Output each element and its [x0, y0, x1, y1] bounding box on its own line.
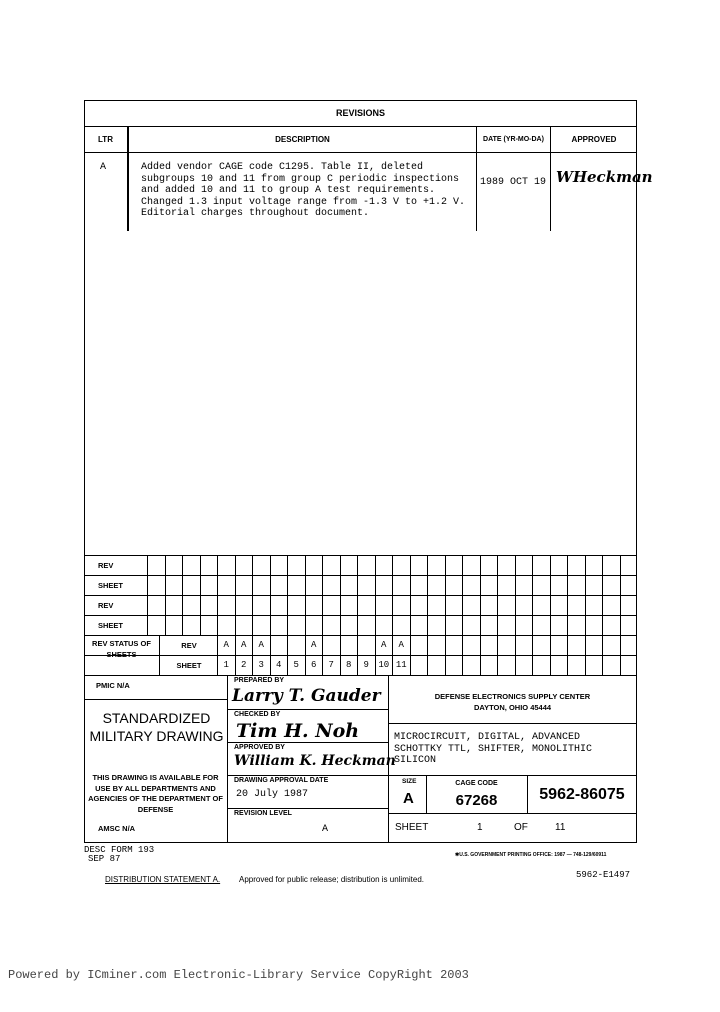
grid-cell [445, 615, 463, 635]
grid-cell [270, 575, 288, 595]
revision-date: 1989 OCT 19 [480, 177, 547, 188]
grid-cell [392, 575, 410, 595]
rev-status-cell [410, 635, 428, 655]
grid-cell [445, 575, 463, 595]
grid-cell [410, 595, 428, 615]
grid-cell [235, 595, 253, 615]
grid-cell [375, 615, 393, 635]
rev-status-cell: A [305, 635, 323, 655]
divider [388, 813, 637, 814]
grid-cell [427, 595, 445, 615]
grid-cell [200, 555, 218, 575]
grid-cell [305, 615, 323, 635]
grid-cell [375, 555, 393, 575]
sheet-number-cell: 9 [357, 655, 375, 675]
grid-cell [515, 595, 533, 615]
grid-cell [585, 575, 603, 595]
rev-status-cell [287, 635, 305, 655]
sheet-number-cell: 10 [375, 655, 393, 675]
grid-cell [480, 595, 498, 615]
revision-description: Added vendor CAGE code C1295. Table II, deleted subgroups 10 and 11 from group C periodic inspections and added 10 and 11 to group A test requirements. Changed 1.3 input voltage range from -1.3 V to +1.2 V. Editorial charges throughout document. [141, 162, 466, 219]
grid-cell [270, 555, 288, 575]
rev-status-cell [340, 635, 358, 655]
grid-cell [165, 615, 183, 635]
sheet-number-cell [497, 655, 515, 675]
rev-status-cell [462, 635, 480, 655]
approval-date-label: DRAWING APPROVAL DATE [234, 777, 329, 784]
sheet-number-cell: 2 [235, 655, 253, 675]
grid-cell [585, 595, 603, 615]
grid-cell [620, 595, 638, 615]
grid-cell [182, 555, 200, 575]
grid-cell [550, 575, 568, 595]
grid-cell [270, 615, 288, 635]
grid-cell [602, 615, 620, 635]
grid-cell [410, 615, 428, 635]
grid-cell [532, 555, 550, 575]
grid-cell [165, 575, 183, 595]
divider [227, 775, 388, 776]
grid-cell [252, 575, 270, 595]
grid-cell [147, 615, 165, 635]
size-value: A [403, 790, 414, 807]
approver-signature: WHeckman [556, 168, 653, 186]
grid-cell [427, 615, 445, 635]
revision-level-label: REVISION LEVEL [234, 810, 292, 817]
grid-cell [287, 555, 305, 575]
grid-cell [357, 575, 375, 595]
grid-cell [585, 555, 603, 575]
grid-cell [462, 555, 480, 575]
grid-cell [375, 595, 393, 615]
prepared-by-signature: Larry T. Gauder [232, 686, 381, 706]
column-divider [550, 153, 551, 231]
sheet-label: SHEET [395, 822, 429, 833]
rev-status-cell [445, 635, 463, 655]
grid-cell [340, 575, 358, 595]
prepared-by-label: PREPARED BY [234, 677, 285, 684]
grid-cell [322, 575, 340, 595]
divider [227, 808, 388, 809]
pmic-label: PMIC N/A [96, 681, 130, 690]
sheet-number-cell [567, 655, 585, 675]
grid-cell [445, 595, 463, 615]
grid-cell [392, 615, 410, 635]
grid-row-label: SHEET [98, 621, 124, 630]
rev-row-label: REV [181, 641, 197, 650]
grid-cell [252, 595, 270, 615]
grid-row-label: REV [98, 601, 114, 610]
grid-cell [305, 575, 323, 595]
grid-cell [217, 615, 235, 635]
rev-status-cell [480, 635, 498, 655]
sheet-number-cell [602, 655, 620, 675]
grid-cell [252, 555, 270, 575]
sheet-number-cell [515, 655, 533, 675]
grid-cell [235, 575, 253, 595]
grid-cell [182, 595, 200, 615]
grid-cell [392, 555, 410, 575]
grid-cell [497, 575, 515, 595]
grid-cell [287, 575, 305, 595]
grid-cell [480, 575, 498, 595]
grid-cell [532, 575, 550, 595]
rev-status-cell [532, 635, 550, 655]
amsc-label: AMSC N/A [98, 824, 136, 833]
grid-cell [602, 555, 620, 575]
date-header: DATE (YR-MO-DA) [476, 127, 550, 153]
sheet-number-cell [445, 655, 463, 675]
grid-cell [217, 595, 235, 615]
grid-cell [235, 555, 253, 575]
rev-status-cell [357, 635, 375, 655]
form-number: DESC FORM 193 [84, 845, 155, 855]
grid-cell [340, 555, 358, 575]
sheet-number-cell: 4 [270, 655, 288, 675]
rev-status-cell [550, 635, 568, 655]
sheet-number: 1 [477, 822, 483, 833]
divider [388, 723, 637, 724]
description-header: DESCRIPTION [127, 127, 476, 153]
sheet-number-cell [585, 655, 603, 675]
sheet-number-cell: 6 [305, 655, 323, 675]
grid-cell [427, 575, 445, 595]
total-sheets: 11 [555, 822, 566, 833]
grid-row-label: REV [98, 561, 114, 570]
grid-cell [480, 555, 498, 575]
grid-cell [357, 555, 375, 575]
sheet-row-label: SHEET [176, 661, 202, 670]
grid-cell [532, 615, 550, 635]
grid-cell [427, 555, 445, 575]
grid-cell [445, 555, 463, 575]
grid-cell [357, 595, 375, 615]
of-label: OF [514, 822, 528, 833]
grid-cell [147, 555, 165, 575]
size-label: SIZE [402, 778, 417, 785]
grid-cell [585, 615, 603, 635]
sheet-number-cell: 1 [217, 655, 235, 675]
standardized-military-drawing-title: STANDARDIZED MILITARY DRAWING [89, 710, 224, 744]
grid-cell [322, 595, 340, 615]
grid-cell [567, 575, 585, 595]
cage-code-label: CAGE CODE [455, 780, 498, 787]
availability-note: THIS DRAWING IS AVAILABLE FOR USE BY ALL DEPARTMENTS AND AGENCIES OF THE DEPARTMENT OF DEFENSE [88, 773, 223, 814]
grid-cell [550, 615, 568, 635]
grid-cell [200, 615, 218, 635]
sheet-number-cell: 11 [392, 655, 410, 675]
sheet-number-cell [620, 655, 638, 675]
grid-cell [270, 595, 288, 615]
distribution-label: DISTRIBUTION STATEMENT A. [105, 875, 221, 884]
grid-cell [410, 555, 428, 575]
grid-cell [322, 555, 340, 575]
grid-cell [217, 575, 235, 595]
rev-status-cell [270, 635, 288, 655]
rev-status-cell [585, 635, 603, 655]
sheet-number-cell [550, 655, 568, 675]
grid-cell [375, 575, 393, 595]
grid-cell [340, 595, 358, 615]
rev-status-cell: A [392, 635, 410, 655]
grid-cell [462, 595, 480, 615]
grid-cell [165, 595, 183, 615]
divider [227, 709, 388, 710]
grid-cell [165, 555, 183, 575]
grid-cell [462, 615, 480, 635]
grid-cell [200, 595, 218, 615]
agency-address: DAYTON, OHIO 45444 [473, 703, 552, 712]
rev-status-cell [567, 635, 585, 655]
rev-status-cell [515, 635, 533, 655]
divider [227, 675, 228, 843]
grid-cell [217, 555, 235, 575]
grid-cell [182, 615, 200, 635]
rev-status-cell [427, 635, 445, 655]
sheet-number-cell: 7 [322, 655, 340, 675]
grid-cell [305, 555, 323, 575]
rev-status-cell [497, 635, 515, 655]
grid-cell [147, 595, 165, 615]
grid-cell [532, 595, 550, 615]
powered-by-watermark: Powered by ICminer.com Electronic-Library Service CopyRight 2003 [8, 968, 469, 982]
distribution-text: Approved for public release; distribution is unlimited. [239, 875, 424, 884]
form-date: SEP 87 [88, 854, 121, 864]
drawing-number: 5962-86075 [539, 786, 625, 803]
ltr-header: LTR [84, 127, 127, 153]
sheet-number-cell [532, 655, 550, 675]
sheet-number-cell [410, 655, 428, 675]
sheet-number-cell: 8 [340, 655, 358, 675]
sheet-number-cell [462, 655, 480, 675]
rev-status-cell [322, 635, 340, 655]
gpo-notice: ✱U.S. GOVERNMENT PRINTING OFFICE: 1987 — 748-129/60911 [455, 852, 607, 858]
column-divider [476, 153, 477, 231]
divider [227, 742, 388, 743]
grid-cell [340, 615, 358, 635]
approved-by-label: APPROVED BY [234, 744, 285, 751]
grid-cell [410, 575, 428, 595]
grid-cell [497, 595, 515, 615]
grid-cell [497, 555, 515, 575]
rev-status-cell [602, 635, 620, 655]
grid-cell [287, 615, 305, 635]
grid-cell [357, 615, 375, 635]
document-code: 5962-E1497 [576, 870, 631, 880]
approved-header: APPROVED [550, 127, 637, 153]
rev-status-label: REV STATUS OF SHEETS [92, 639, 151, 659]
approval-date: 20 July 1987 [236, 789, 309, 800]
grid-cell [620, 555, 638, 575]
column-divider [127, 153, 129, 231]
approved-by-signature: William K. Heckman [234, 753, 396, 769]
grid-cell [567, 555, 585, 575]
revision-letter: A [100, 162, 107, 173]
checked-by-label: CHECKED BY [234, 711, 281, 718]
grid-cell [392, 595, 410, 615]
rev-status-cell: A [217, 635, 235, 655]
sheet-number-cell: 5 [287, 655, 305, 675]
grid-cell [480, 615, 498, 635]
divider [84, 699, 227, 700]
revisions-title: REVISIONS [84, 100, 637, 127]
checked-by-signature: Tim H. Noh [236, 720, 360, 742]
grid-cell [147, 575, 165, 595]
grid-cell [515, 615, 533, 635]
grid-cell [567, 595, 585, 615]
grid-cell [620, 575, 638, 595]
grid-cell [287, 595, 305, 615]
grid-cell [550, 555, 568, 575]
part-title: MICROCIRCUIT, DIGITAL, ADVANCED SCHOTTKY TTL, SHIFTER, MONOLITHIC SILICON [394, 732, 593, 766]
grid-cell [602, 575, 620, 595]
grid-cell [322, 615, 340, 635]
sheet-number-cell: 3 [252, 655, 270, 675]
cage-code: 67268 [455, 792, 498, 809]
grid-cell [305, 595, 323, 615]
grid-cell [620, 615, 638, 635]
rev-status-cell: A [235, 635, 253, 655]
grid-cell [550, 595, 568, 615]
grid-cell [235, 615, 253, 635]
grid-cell [515, 575, 533, 595]
grid-cell [182, 575, 200, 595]
rev-status-cell [620, 635, 638, 655]
rev-status-cell: A [375, 635, 393, 655]
sheet-number-cell [480, 655, 498, 675]
grid-row-label: SHEET [98, 581, 124, 590]
grid-cell [515, 555, 533, 575]
grid-cell [567, 615, 585, 635]
grid-cell [252, 615, 270, 635]
agency-name: DEFENSE ELECTRONICS SUPPLY CENTER [434, 692, 591, 701]
grid-cell [462, 575, 480, 595]
rev-status-cell: A [252, 635, 270, 655]
grid-cell [602, 595, 620, 615]
grid-cell [497, 615, 515, 635]
sheet-number-cell [427, 655, 445, 675]
grid-cell [200, 575, 218, 595]
revision-level: A [322, 824, 329, 835]
